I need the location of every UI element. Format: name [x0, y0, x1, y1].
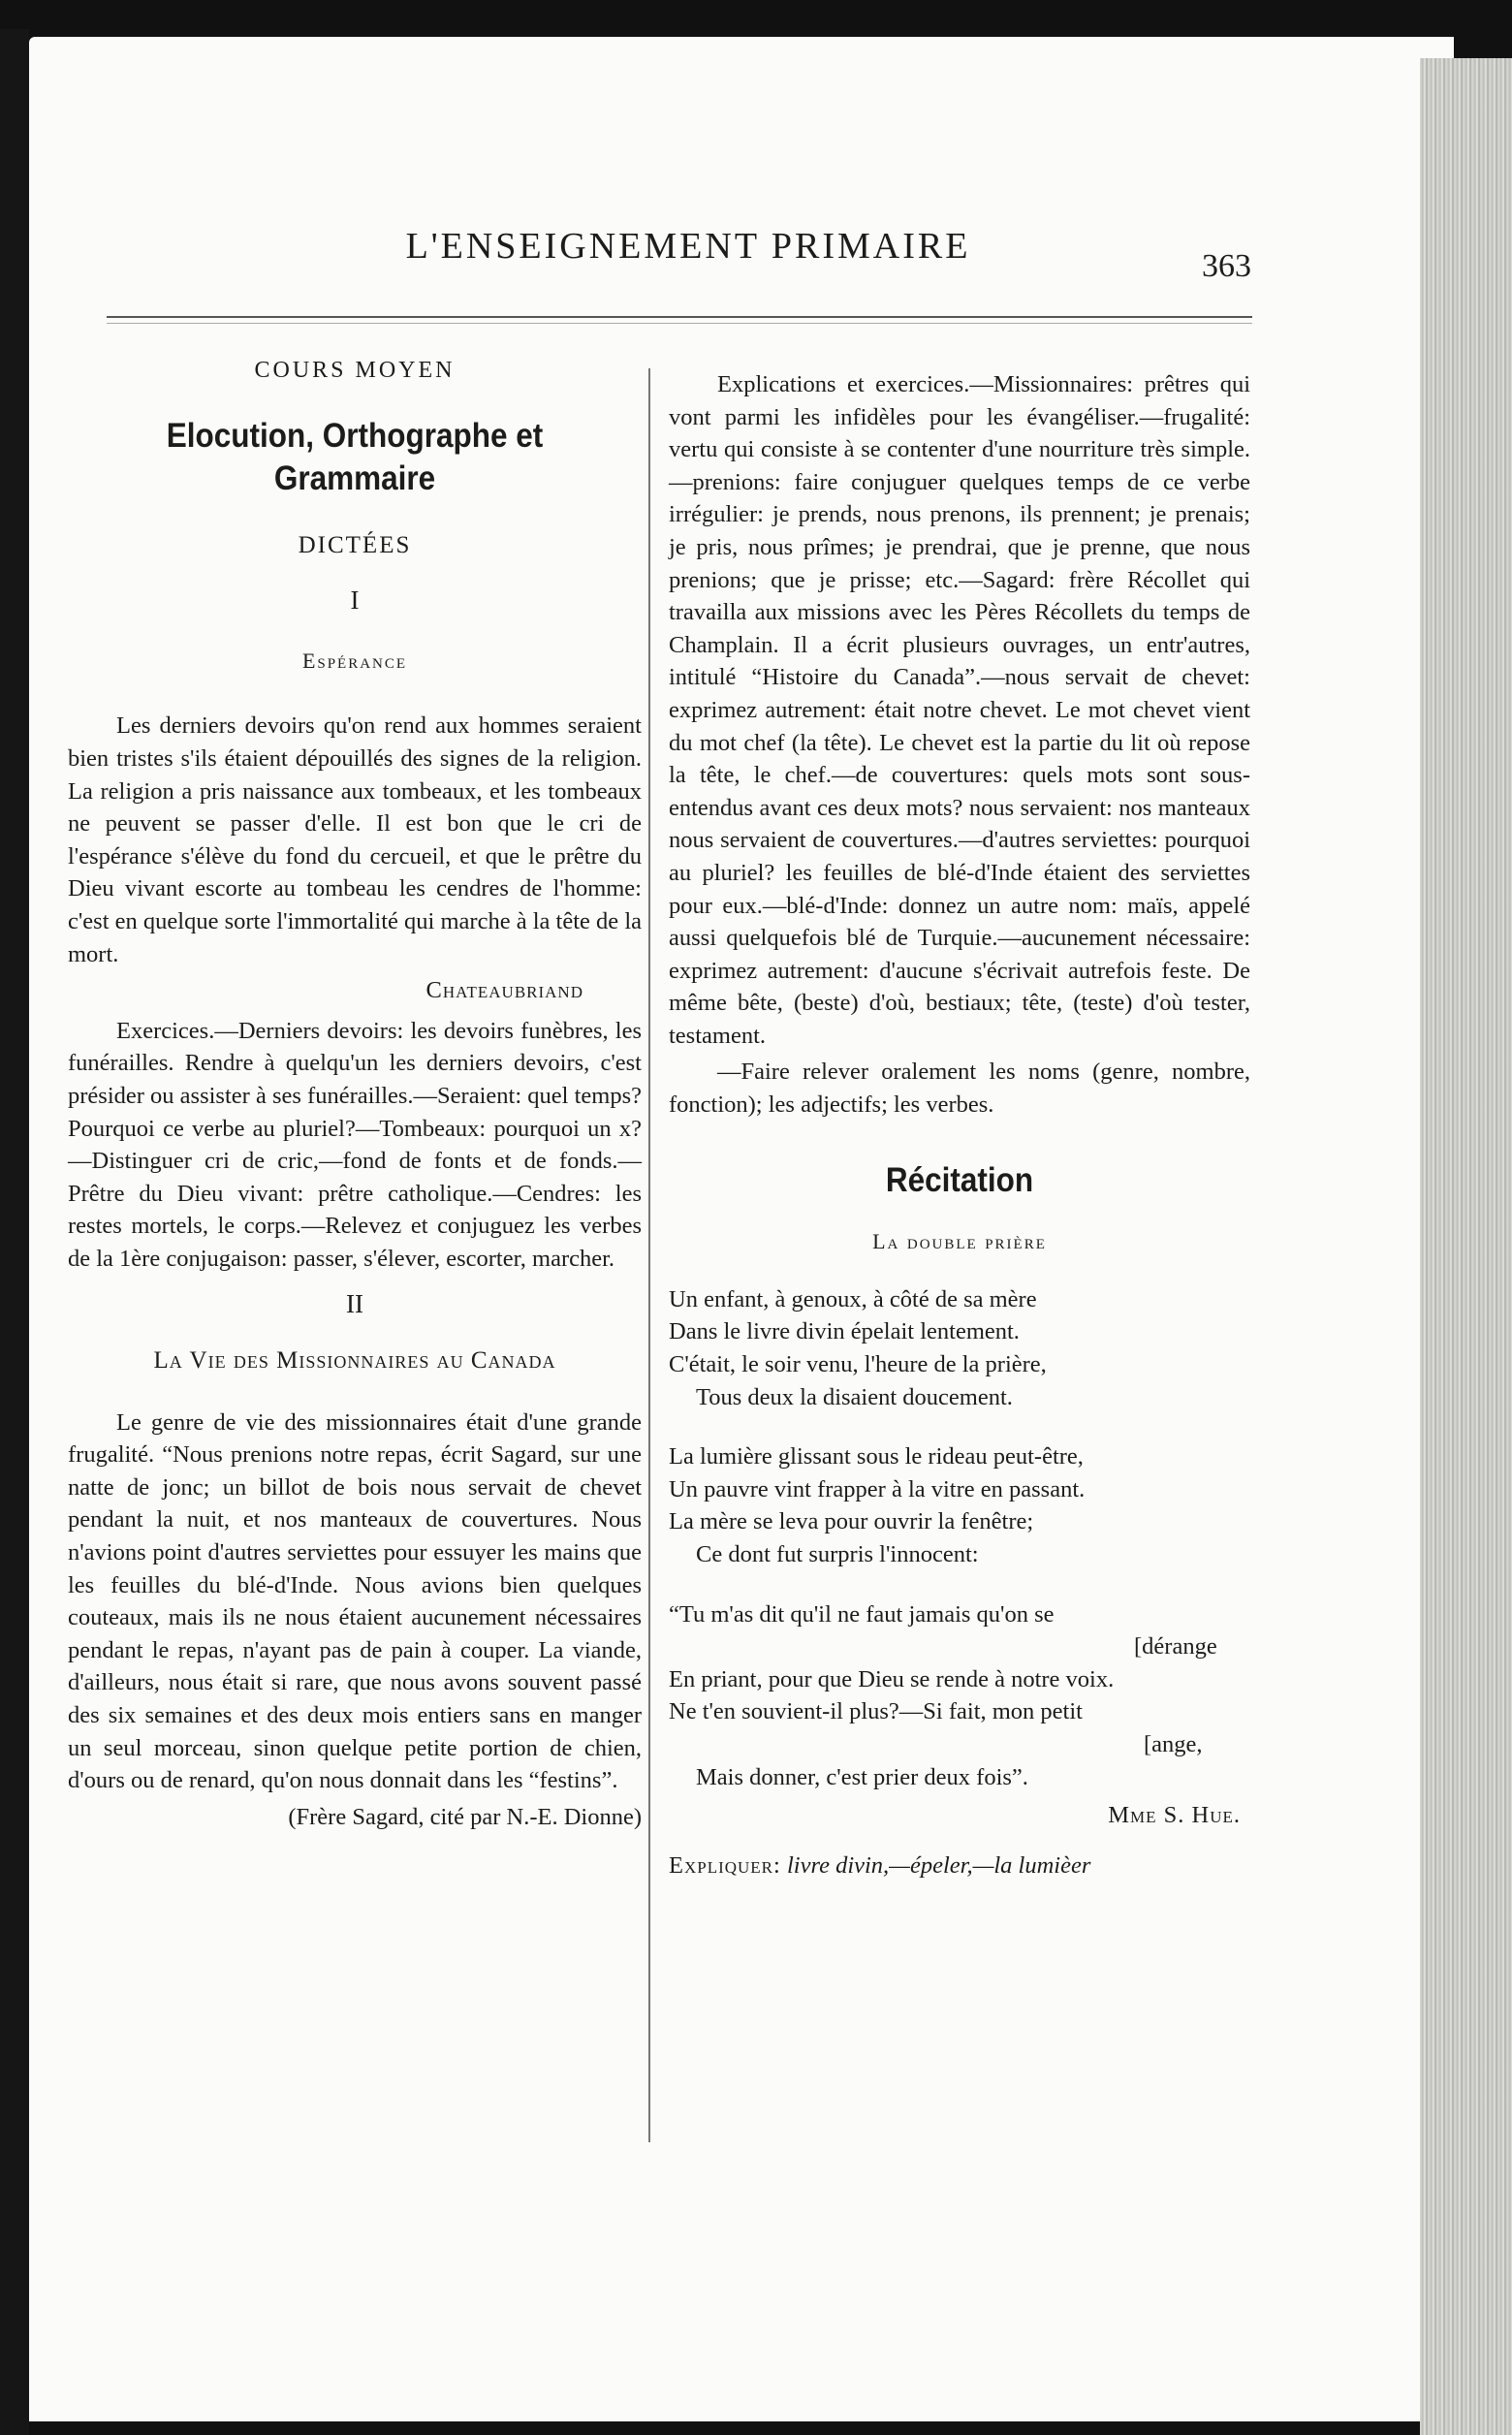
poem-stanza-2 — [669, 1440, 1250, 1570]
missionnaires-source: (Frère Sagard, cité par N.-E. Dionne) — [288, 1803, 642, 1830]
poem-title: La double prière — [872, 1229, 1047, 1254]
poem-line: La mère se leva pour ouvrir la fenêtre; — [669, 1508, 1034, 1535]
dictees-heading: DICTÉES — [298, 531, 412, 558]
dictee-numeral-1: I — [350, 585, 360, 616]
esperance-text: Les derniers devoirs qu'on rend aux hommes seraient bien tristes s'ils étaient dépouillés des signes de la religion. La religion a pris naissance aux tombeaux, et les tombeaux ne peuvent se passer d'elle. Il est bon que le cri de l'espérance s'élève du fond du cercueil, et que le prêtre du Dieu vivant escorte au tombeau les cendres de l'homme: c'est en quelque sorte l'immortalité qui marche à la tête de la mort. — [68, 712, 642, 967]
esperance-title: Espérance — [301, 648, 408, 673]
poem-line: [ange, — [1144, 1730, 1203, 1757]
missionnaires-title: La Vie des Missionnaires au Canada — [153, 1347, 556, 1375]
expliquer-label: Expliquer: — [669, 1851, 781, 1879]
dictee-numeral-2: II — [346, 1289, 363, 1319]
section-title: Elocution, Orthographe et Grammaire — [166, 416, 544, 497]
recitation-title: Récitation — [885, 1160, 1034, 1199]
left-column — [68, 355, 642, 1833]
poem-line: Un enfant, à genoux, à côté de sa mère — [669, 1285, 1037, 1312]
esperance-author: Chateaubriand — [425, 977, 583, 1004]
poem-line: “Tu m'as dit qu'il ne faut jamais qu'on se — [669, 1600, 1055, 1628]
poem-line: Ne t'en souvient-il plus?—Si fait, mon petit — [669, 1698, 1083, 1725]
poem-stanza-3 — [669, 1598, 1250, 1794]
poem-line: Mais donner, c'est prier deux fois”. — [696, 1763, 1028, 1790]
header-rule — [107, 316, 1252, 318]
poem-line: La lumière glissant sous le rideau peut-être, — [669, 1443, 1084, 1470]
poem-line: C'était, le soir venu, l'heure de la prière, — [669, 1351, 1047, 1378]
missionnaires-text: Le genre de vie des missionnaires était d'une grande frugalité. “Nous prenions notre repas, écrit Sagard, sur une natte de jonc; un billot de bois nous servait de chevet pendant la nuit, et nos manteaux de couvertures. Nous n'avions point d'autres serviettes pour essuyer les mains que les feuilles du blé-d'Inde. Nous avions bien quelques couteaux, mais ils ne nous étaient aucunement nécessaires pendant le repas, n'ayant pas de pain à couper. La viande, d'ailleurs, nous était si rare, que nous avons souvent passé des six semaines et des deux mois entiers sans en manger un seul morceau, sinon quelque petite portion de chien, d'ours ou de renard, qu'on nous donnait dans les “festins”. — [68, 1408, 642, 1794]
explications-text: Explications et exercices.—Missionnaires: prêtres qui vont parmi les infidèles pour les évangéliser.—frugalité: vertu qui consiste à se contenter d'une nourriture très simple.—prenions: faire conjuguer quelques temps de ce verbe irrégulier: je prends, nous prenons, ils prennent; je prenais; je pris, nous prîmes; je prendrai, que je prenne, que nous prenions; que je prisse; etc.—Sagard: frère Récollet qui travailla aux missions avec les Pères Récollets du temps de Champlain. Il a écrit plusieurs ouvrages, un entr'autres, intitulé “Histoire du Canada”.—nous servait de chevet: exprimez autrement: était notre chevet. Le mot chevet vient du mot chef (la tête). Le chevet est la partie du lit où repose la tête, le chef.—de couvertures: quels mots sont sous-entendus avant ces deux mots? nous servaient: nos manteaux nous servaient de couvertures.—d'autres serviettes: pourquoi au pluriel? les feuilles de blé-d'Inde étaient des serviettes pour eux.—blé-d'Inde: donnez un autre nom: maïs, appelé aussi quelquefois blé de Turquie.—aucunement nécessaire: exprimez autrement: d'aucune s'écrivait autrefois feste. De même bête, (beste) d'où, bestiaux; tête, (teste) d'où tester, testament. — [669, 371, 1250, 1049]
book-left-edge — [0, 29, 29, 2435]
right-column — [669, 368, 1250, 1882]
poem-line: Tous deux la disaient doucement. — [696, 1383, 1013, 1410]
expliquer-line — [669, 1850, 1250, 1882]
book-page-edges — [1420, 58, 1512, 2435]
page-number: 363 — [1202, 248, 1251, 284]
poem-line: Ce dont fut surpris l'innocent: — [696, 1541, 979, 1567]
poem-stanza-1 — [669, 1283, 1250, 1413]
poem-author: Mme S. Hue. — [1108, 1802, 1241, 1829]
column-divider — [648, 368, 650, 2142]
section-label: COURS MOYEN — [254, 358, 456, 383]
header-rule-thin — [107, 323, 1252, 324]
poem-line: En priant, pour que Dieu se rende à notre voix. — [669, 1665, 1115, 1692]
expliquer-text: livre divin,—épeler,—la lumièer — [786, 1851, 1091, 1879]
exercices-text: Exercices.—Derniers devoirs: les devoirs funèbres, les funérailles. Rendre à quelqu'un les derniers devoirs, c'est présider ou assister à ses funérailles.—Seraient: quel temps? Pourquoi ce verbe au pluriel?—Tombeaux: pourquoi un x?—Distinguer cri de cric,—fond de fonts et de fonds.—Prêtre du Dieu vivant: prêtre catholique.—Cendres: les restes mortels, le corps.—Relevez et conjuguez les verbes de la 1ère conjugaison: passer, s'élever, escorter, marcher. — [68, 1017, 642, 1272]
faire-relever-text: —Faire relever oralement les noms (genre, nombre, fonction); les adjectifs; les verbes. — [669, 1059, 1250, 1119]
poem-line: Dans le livre divin épelait lentement. — [669, 1318, 1020, 1345]
poem-line: Un pauvre vint frapper à la vitre en passant. — [669, 1475, 1086, 1502]
running-header: L'ENSEIGNEMENT PRIMAIRE — [405, 226, 971, 267]
poem-line: [dérange — [1134, 1633, 1217, 1660]
